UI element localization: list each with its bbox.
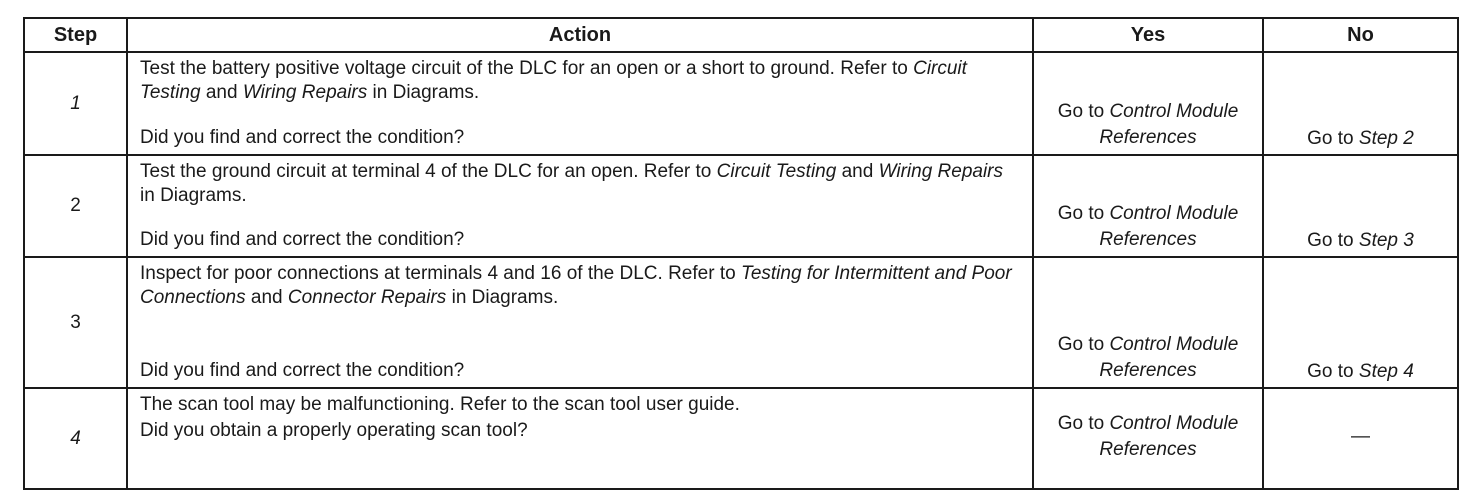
- header-no: No: [1263, 18, 1458, 52]
- table-row: [24, 155, 1458, 257]
- action-text: Test the battery positive voltage circuit of the DLC for an open or a short to ground. Refer to Circuit Testing and Wiring Repairs in Diagrams.: [140, 58, 967, 103]
- no-cell: —: [1263, 388, 1458, 489]
- diagnostic-table: [23, 17, 1459, 490]
- header-action: Action: [127, 18, 1033, 52]
- action-question: Did you find and correct the condition?: [140, 360, 465, 381]
- no-cell: Go to Step 2: [1263, 52, 1458, 155]
- table-row: [24, 257, 1458, 388]
- no-reference: Step 2: [1358, 128, 1414, 149]
- action-question: Did you find and correct the condition?: [140, 229, 465, 250]
- no-cell: Go to Step 4: [1263, 257, 1458, 388]
- step-number: 1: [24, 52, 127, 155]
- action-cell: [127, 52, 1033, 155]
- no-cell: Go to Step 3: [1263, 155, 1458, 257]
- action-cell: [127, 257, 1033, 388]
- action-cell: [127, 155, 1033, 257]
- yes-cell: Go to Control Module References: [1033, 257, 1263, 388]
- action-cell: [127, 388, 1033, 489]
- yes-cell: Go to Control Module References: [1033, 388, 1263, 489]
- action-question: Did you find and correct the condition?: [140, 127, 465, 148]
- yes-cell: Go to Control Module References: [1033, 155, 1263, 257]
- action-text: Inspect for poor connections at terminals 4 and 16 of the DLC. Refer to Testing for Intermittent and Poor Connections and Connector Repairs in Diagrams.: [140, 263, 1012, 308]
- no-reference: Step 4: [1358, 361, 1414, 382]
- header-yes: Yes: [1033, 18, 1263, 52]
- yes-reference: Control Module References: [1099, 334, 1239, 381]
- header-step: Step: [24, 18, 127, 52]
- header-row: [24, 18, 1458, 52]
- yes-cell: Go to Control Module References: [1033, 52, 1263, 155]
- action-question: Did you obtain a properly operating scan tool?: [140, 420, 528, 441]
- step-number: 4: [24, 388, 127, 489]
- table-row: [24, 388, 1458, 489]
- table-row: [24, 52, 1458, 155]
- yes-reference: Control Module References: [1099, 101, 1239, 148]
- action-text: Test the ground circuit at terminal 4 of the DLC for an open. Refer to Circuit Testing and Wiring Repairs in Diagrams.: [140, 161, 1004, 206]
- no-reference: Step 3: [1358, 230, 1414, 251]
- yes-reference: Control Module References: [1099, 203, 1239, 250]
- action-text: The scan tool may be malfunctioning. Refer to the scan tool user guide.: [140, 394, 740, 415]
- diagnostic-table-wrapper: [23, 17, 1459, 490]
- step-number: 3: [24, 257, 127, 388]
- yes-reference: Control Module References: [1099, 413, 1239, 460]
- step-number: 2: [24, 155, 127, 257]
